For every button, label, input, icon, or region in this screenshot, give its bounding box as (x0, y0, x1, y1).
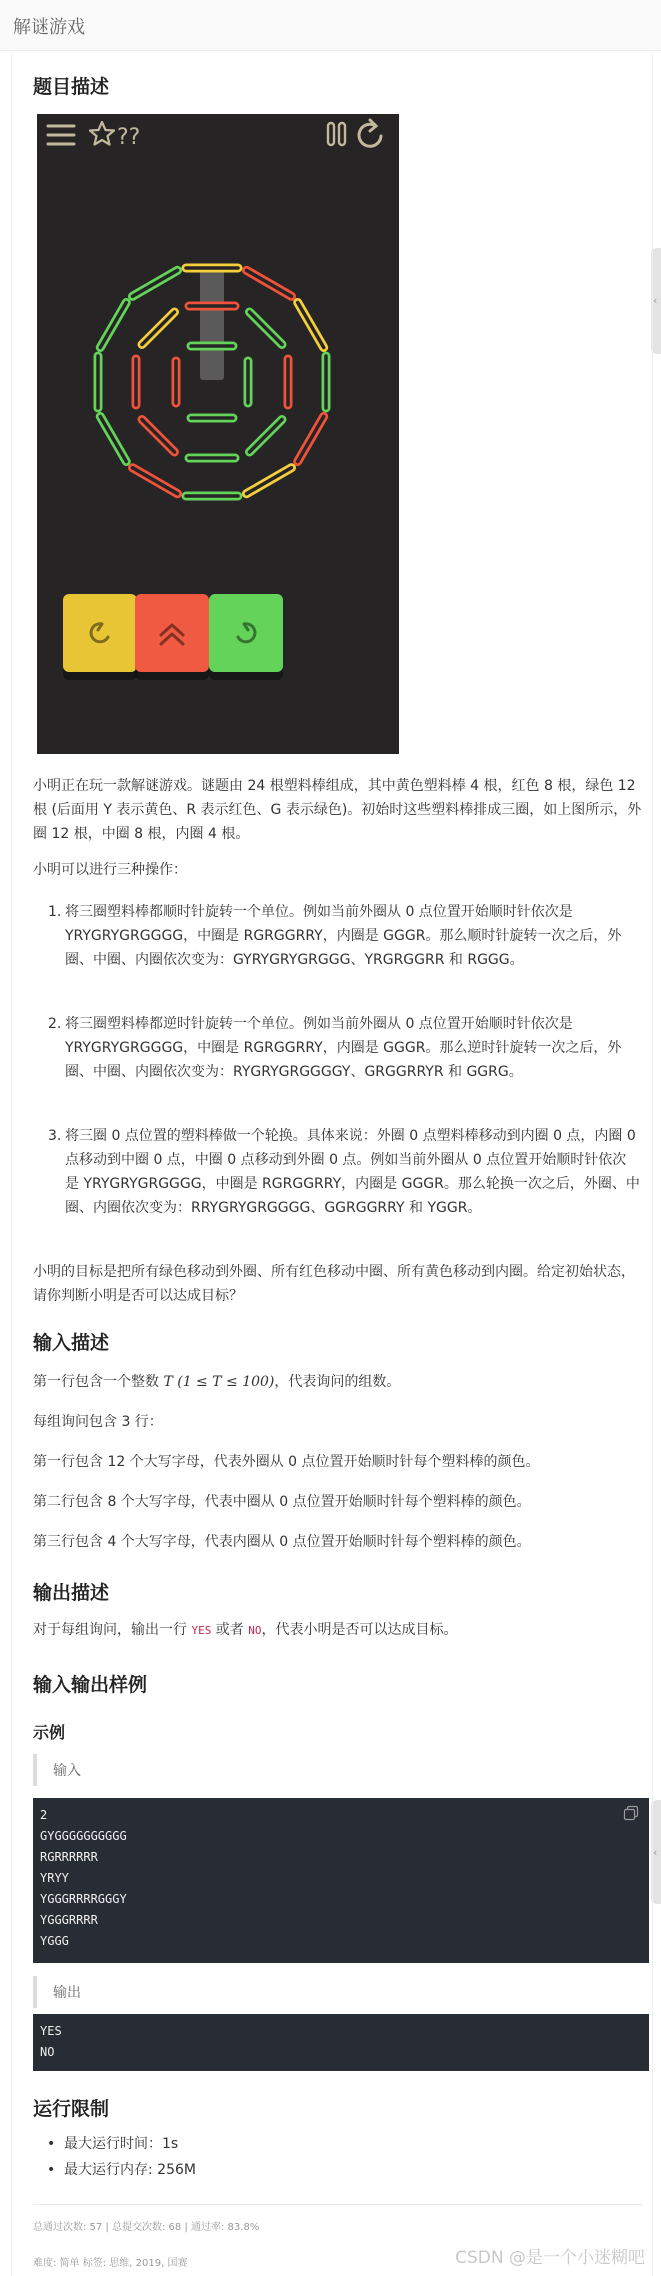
yes-code: YES (191, 1624, 212, 1637)
output-description-heading: 输出描述 (33, 1582, 110, 1604)
top-bar (0, 0, 661, 51)
operations-intro: 小明可以进行三种操作： (33, 862, 187, 878)
input-line-3: 第一行包含 12 个大写字母，代表外圈从 0 点位置开始顺时针每个塑料棒的颜色。 (33, 1454, 540, 1470)
problem-meta: 难度: 简单 标签: 思维, 2019, 国赛 (33, 2258, 188, 2269)
code-line: RGRRRRRR (40, 1850, 98, 1864)
sample-output-code[interactable] (33, 2014, 649, 2071)
copy-icon[interactable] (623, 1805, 639, 1821)
outer-ring-rod-core (298, 417, 324, 462)
outer-ring-rod-core (247, 468, 292, 494)
code-line: YGGG (40, 1934, 69, 1948)
code-line: YGGGRRRRGGGY (40, 1892, 127, 1906)
rotate-cw-button[interactable] (209, 594, 283, 680)
code-line: GYGGGGGGGGGG (40, 1829, 127, 1843)
button-face[interactable] (209, 594, 283, 672)
sample-heading: 输入输出样例 (33, 1674, 148, 1696)
outer-ring-rod-core (100, 303, 126, 348)
pivot-bar (200, 268, 224, 380)
watermark: CSDN @是一个小迷糊吧 (455, 2248, 645, 2268)
outer-ring-rod-core (247, 270, 292, 296)
middle-ring-rod-core (250, 312, 283, 345)
swap-button[interactable] (135, 594, 209, 680)
middle-ring-rod-core (142, 312, 175, 345)
sample-input-code[interactable] (33, 1798, 649, 1963)
code-line: NO (40, 2045, 55, 2059)
outer-ring-rod-core (133, 468, 178, 494)
intro-paragraph: 小明正在玩一款解谜游戏。谜题由 24 根塑料棒组成，其中黄色塑料棒 4 根，红色 8 根，绿色 12 根 (后面用 Y 表示黄色、R 表示红色、G 表示绿色)。初始时这些塑料棒排成三圈，如上图所示，外圈 12 根，中圈 8 根，内圈 4 根。 (33, 778, 642, 842)
input-line-4: 第二行包含 8 个大写字母，代表中圈从 0 点位置开始顺时针每个塑料棒的颜色。 (33, 1494, 531, 1510)
ring-rods (98, 268, 326, 496)
time-limit: 最大运行时间：1s (64, 2136, 179, 2152)
footer-divider (33, 2204, 643, 2205)
math-expression: T (1 ≤ T ≤ 100) (163, 1374, 275, 1390)
input-line-2: 每组询问包含 3 行： (33, 1414, 163, 1430)
side-expand-tab-top[interactable]: ‹ (651, 248, 661, 354)
input-line-1: 第一行包含一个整数 T (1 ≤ T ≤ 100)，代表询问的组数。 (33, 1374, 401, 1390)
example-label: 示例 (33, 1723, 66, 1742)
code-line: YRYY (40, 1871, 69, 1885)
control-buttons (63, 594, 283, 680)
input-label: 输入 (53, 1763, 81, 1779)
star-icon (90, 122, 114, 145)
game-canvas (37, 114, 399, 754)
outer-ring-rod-core (133, 270, 178, 296)
middle-ring-rod-core (250, 420, 283, 453)
problem-description-heading: 题目描述 (33, 76, 110, 98)
restart-icon (359, 120, 381, 146)
operation-text: 将三圈塑料棒都顺时针旋转一个单位。例如当前外圈从 0 点位置开始顺时针依次是 YRYGRYGRGGGG，中圈是 RGRGGRRY，内圈是 GGGR。那么顺时针旋转一次之后，外圈、中圈、内圈依次变为：GYRYGRYGRGGG、YRGRGGRR 和 RGGG。 (65, 904, 622, 968)
code-line: YES (40, 2024, 62, 2038)
pause-icon (328, 123, 345, 145)
problem-card: 题目描述 ?? 小明正在玩一款解谜游戏。谜题由 24 根塑料棒组成，其中黄色塑料棒 4 根，红色 8 根，绿色 12 根 (后面用 Y 表示黄色、R 表示红色、G 表示绿色)。初始时这些塑料棒排成三圈，如上图所示，外圈 12 根，中圈 8 根，内圈 4 根。 小明可以进行三种操作： 1. 将三圈塑料棒都顺时针旋转一个单位。例如当前外圈从 0 点位置开始顺时针依次是 YRYGRYGRGGGG，中圈是 RGRGGRRY，内圈是 GGGR。那么顺时针旋转一次之后，外圈、中圈、内圈依次变为：GYRYGRYGRGGG、YRGRGGRR 和 RGGG。 2. 将三圈塑料棒都逆时针旋转一个单位。例如当前外圈从 0 点位置开始顺时针依次是 YRYGRYGRGGGG，中圈是 RGRGGRRY，内圈是 GGGR。那么逆时针旋转一次之后，外圈、中圈、内圈依次变为：RYGRYGRGGGGY、GRGGRRYR 和 GGRG。 3. 将三圈 0 点位置的塑料棒做一个轮换。具体来说：外圈 0 点塑料棒移动到内圈 0 点，内圈 0 点移动到中圈 0 点，中圈 0 点移动到外圈 0 点。例如当前外圈从 0 点位置开始顺时针依次是 YRYGRYGRGGGG，中圈是 RGRGGRRY，内圈是 GGGR。那么轮换一次之后，外圈、中圈、内圈依次变为：RRYGRYGRGGGG、GGRGGRRY 和 YGGR。 小明的目标是把所有绿色移动到外圈、所有红色移动中圈、所有黄色移动到内圈。给定初始状态，请你判断小明是否可以达成目标？ 输入描述 第一行包含一个整数 T (1 ≤ T ≤ 100)，代表询问的组数。 每组询问包含 3 行： 第一行包含 12 个大写字母，代表外圈从 0 点位置开始顺时针每个塑料棒的颜色。 第二行包含 8 个大写字母，代表中圈从 0 点位置开始顺时针每个塑料棒的颜色。 第三行包含 4 个大写字母，代表内圈从 0 点位置开始顺时针每个塑料棒的颜色。 输出描述 对于每组询问，输出一行 YES 或者 NO，代表小明是否可以达成目标。 输入输出样例 示例 输入 2 GYGGGGGGGGGG RGRRRRRR YRYY YGGGRRRRGGGY YGGGRRRR YGGG 输出 YES NO 运行限制 • 最大运行时间：1s • 最大运行内存: 256M 总通过次数: 57 | 总提交次数: 68 | 通过率: 83.8% 难度: 简单 标签: 思维, 2019, 国赛 (11, 52, 653, 2276)
button-face[interactable] (63, 594, 137, 672)
game-screenshot (37, 114, 399, 754)
menu-icon (48, 126, 74, 144)
middle-ring-rod-core (142, 420, 175, 453)
limits-heading: 运行限制 (33, 2098, 110, 2120)
memory-limit: 最大运行内存: 256M (64, 2162, 196, 2178)
operation-text: 将三圈塑料棒都逆时针旋转一个单位。例如当前外圈从 0 点位置开始顺时针依次是 YRYGRYGRGGGG，中圈是 RGRGGRRY，内圈是 GGGR。那么逆时针旋转一次之后，外圈、中圈、内圈依次变为：RYGRYGRGGGGY、GRGGRRYR 和 GGRG。 (65, 1016, 622, 1080)
operation-text: 将三圈 0 点位置的塑料棒做一个轮换。具体来说：外圈 0 点塑料棒移动到内圈 0 点，内圈 0 点移动到中圈 0 点，中圈 0 点移动到外圈 0 点。例如当前外圈从 0 点位置开始顺时针依次是 YRYGRYGRGGGG，中圈是 RGRGGRRY，内圈是 GGGR。那么轮换一次之后，外圈、中圈、内圈依次变为：RRYGRYGRGGGG、GGRGGRRY 和 YGGR。 (65, 1128, 640, 1216)
outer-ring-rod-core (298, 303, 324, 348)
page-title: 解谜游戏 (13, 17, 85, 38)
rotate-ccw-button[interactable] (63, 594, 137, 680)
side-expand-tab-bottom[interactable]: ‹ (651, 1800, 661, 1904)
goal-paragraph: 小明的目标是把所有绿色移动到外圈、所有红色移动中圈、所有黄色移动到内圈。给定初始状态，请你判断小明是否可以达成目标？ (33, 1264, 635, 1304)
output-label-quote (33, 1976, 637, 2008)
input-label-quote (33, 1754, 637, 1786)
code-line: 2 (40, 1808, 48, 1822)
outer-ring-rod-core (100, 417, 126, 462)
code-line: YGGGRRRR (40, 1913, 98, 1927)
output-line: 对于每组询问，输出一行 YES 或者 NO，代表小明是否可以达成目标。 (33, 1622, 458, 1638)
output-label: 输出 (53, 1985, 81, 2001)
input-line-5: 第三行包含 4 个大写字母，代表内圈从 0 点位置开始顺时针每个塑料棒的颜色。 (33, 1534, 531, 1550)
input-description-heading: 输入描述 (33, 1332, 110, 1354)
no-code: NO (248, 1624, 262, 1637)
submission-stats: 总通过次数: 57 | 总提交次数: 68 | 通过率: 83.8% (33, 2222, 260, 2233)
question-marks-icon: ?? (117, 125, 141, 150)
